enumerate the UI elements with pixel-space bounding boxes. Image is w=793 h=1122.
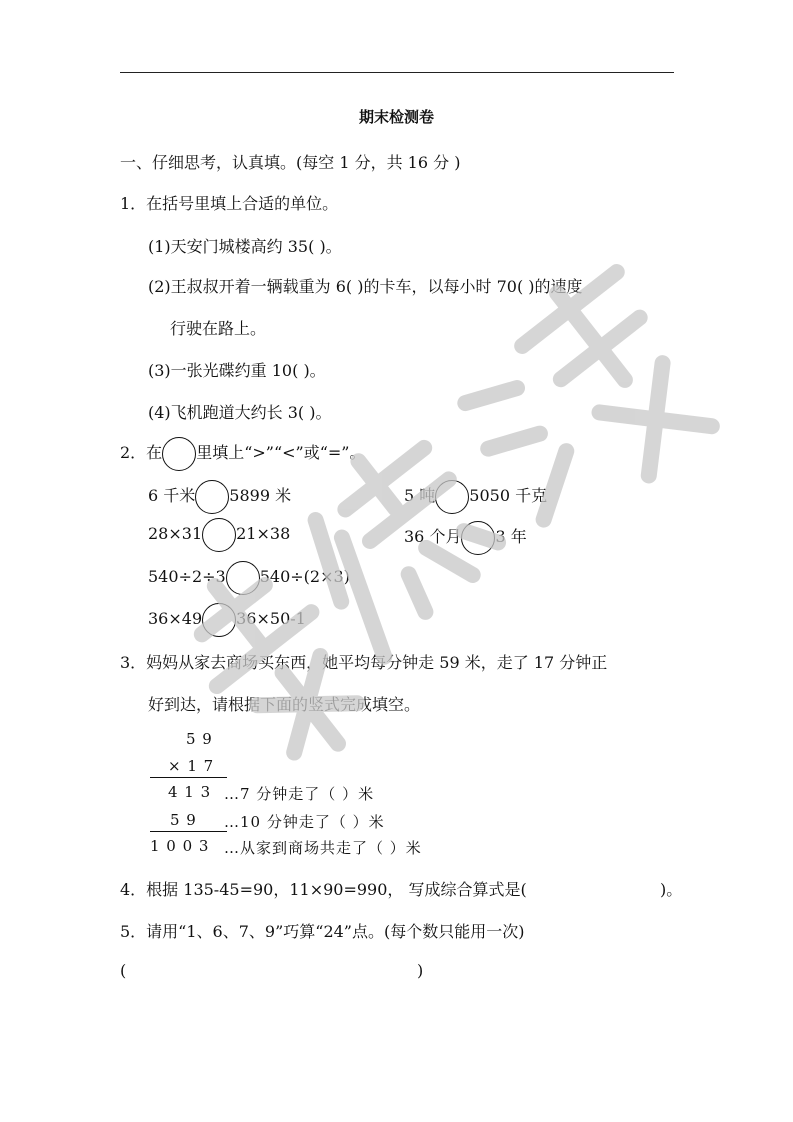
calc-row-partial1: 4 1 3 xyxy=(168,783,212,801)
q2-item-right: 3 年 xyxy=(495,527,527,546)
calc-row-multiplier: × 1 7 xyxy=(168,757,215,775)
q2-item-left: 540÷2÷3 xyxy=(148,567,226,586)
q5-text: 5．请用“1、6、7、9”巧算“24”点。(每个数只能用一次) xyxy=(120,922,525,941)
answer-circle[interactable] xyxy=(195,480,229,514)
answer-circle[interactable] xyxy=(461,521,495,555)
q1-part4: (4)飞机跑道大约长 3( )。 xyxy=(148,403,332,422)
q5-open: ( xyxy=(120,961,127,980)
q2-item-4 xyxy=(404,524,527,547)
answer-circle[interactable] xyxy=(435,480,469,514)
q2-item-right: 5050 千克 xyxy=(469,486,548,505)
q2-item-right: 540÷(2×3) xyxy=(259,567,350,586)
answer-circle[interactable] xyxy=(226,561,260,595)
page-title: 期末检测卷 xyxy=(358,108,434,126)
calc-note-2: …10 分钟走了（ ）米 xyxy=(224,813,385,831)
calc-rule-2 xyxy=(150,831,227,832)
q2-item-6 xyxy=(148,609,306,629)
q3-line2: 好到达，请根据下面的竖式完成填空。 xyxy=(148,695,421,714)
q1-part1: (1)天安门城楼高约 35( )。 xyxy=(148,237,342,256)
q2-item-3 xyxy=(148,524,290,544)
header-rule xyxy=(120,72,674,73)
q2-stem-pre: 2．在 xyxy=(120,443,163,462)
q5-close: ) xyxy=(417,961,424,980)
calc-row-partial2: 5 9 xyxy=(170,811,197,829)
q2-item-left: 36×49 xyxy=(148,609,203,628)
calc-row-total: 1 0 0 3 xyxy=(150,837,210,855)
calc-rule-1 xyxy=(150,777,227,778)
q1-part2-cont: 行驶在路上。 xyxy=(170,319,267,338)
calc-note-1: …7 分钟走了（ ）米 xyxy=(224,785,375,803)
calc-note-3: …从家到商场共走了（ ）米 xyxy=(224,839,422,857)
answer-circle[interactable] xyxy=(202,603,236,637)
q2-item-right: 21×38 xyxy=(236,524,291,543)
q4-close: )。 xyxy=(660,880,683,899)
calc-row-multiplicand: 5 9 xyxy=(186,730,213,748)
q2-stem xyxy=(120,440,366,463)
answer-circle[interactable] xyxy=(202,518,236,552)
q2-item-5 xyxy=(148,567,350,587)
q2-item-2 xyxy=(404,483,547,506)
q2-stem-post: 里填上“>”“<”或“=”。 xyxy=(196,443,366,462)
compare-circle-icon xyxy=(162,437,196,471)
q2-item-right: 5899 米 xyxy=(229,486,292,505)
q4-text: 4．根据 135-45=90，11×90=990， 写成综合算式是( xyxy=(120,880,527,899)
q2-item-left: 36 个月 xyxy=(404,527,462,546)
q2-item-right: 36×50-1 xyxy=(236,609,306,628)
q2-item-left: 6 千米 xyxy=(148,486,196,505)
q2-item-left: 5 吨 xyxy=(404,486,436,505)
q1-part3: (3)一张光碟约重 10( )。 xyxy=(148,361,326,380)
section-heading: 一、仔细思考，认真填。(每空 1 分，共 16 分 ) xyxy=(120,153,461,172)
q1-part2: (2)王叔叔开着一辆载重为 6( )的卡车，以每小时 70( )的速度 xyxy=(148,277,583,296)
q3-line1: 3．妈妈从家去商场买东西，她平均每分钟走 59 米，走了 17 分钟正 xyxy=(120,653,608,672)
q2-item-left: 28×31 xyxy=(148,524,203,543)
q2-item-1 xyxy=(148,483,291,506)
q1-stem: 1．在括号里填上合适的单位。 xyxy=(120,194,339,213)
